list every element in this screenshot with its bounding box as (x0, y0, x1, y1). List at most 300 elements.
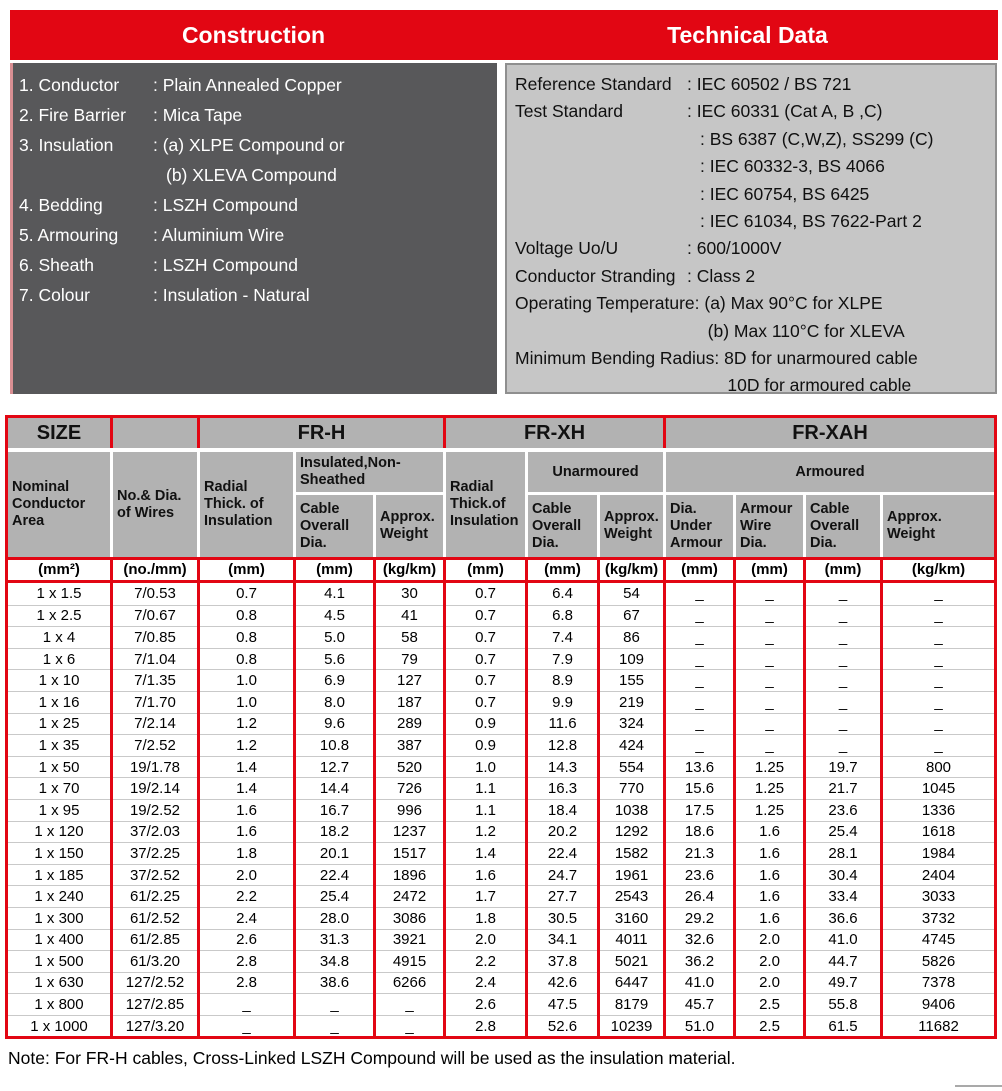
table-cell: 18.4 (528, 799, 597, 821)
table-cell: 0.9 (446, 734, 525, 756)
technical-item-label: Conductor Stranding (515, 265, 676, 286)
table-cell: 2.4 (200, 907, 293, 929)
unit-cell: (mm) (296, 560, 373, 580)
table-cell: 16.3 (528, 777, 597, 799)
table-cell: 1.6 (736, 907, 803, 929)
table-cell: _ (806, 605, 880, 627)
table-cell: 23.6 (806, 799, 880, 821)
table-cell: 14.4 (296, 777, 373, 799)
table-cell: 19/1.78 (113, 756, 197, 778)
table-cell: 0.7 (200, 583, 293, 605)
table-cell: 1 x 1.5 (8, 583, 110, 605)
unit-cell: (mm) (200, 560, 293, 580)
table-cell: _ (883, 669, 994, 691)
table-cell: 30 (376, 583, 443, 605)
table-cell: 41.0 (806, 929, 880, 951)
table-cell: 2472 (376, 885, 443, 907)
table-cell: 55.8 (806, 993, 880, 1015)
table-cell: 1.1 (446, 777, 525, 799)
band-frh: FR-H (200, 418, 443, 448)
table-cell: 1.4 (200, 756, 293, 778)
table-cell: 3033 (883, 885, 994, 907)
table-cell: 34.8 (296, 950, 373, 972)
table-cell: 22.4 (528, 842, 597, 864)
table-cell: 4011 (600, 929, 663, 951)
table-cell: 9.6 (296, 713, 373, 735)
table-cell: 2.2 (200, 885, 293, 907)
unit-cell: (mm) (528, 560, 597, 580)
table-cell: 1.6 (736, 885, 803, 907)
col-header-frh-weight: Approx. Weight (376, 495, 443, 557)
table-cell: 23.6 (666, 864, 733, 886)
table-cell: 61/2.25 (113, 885, 197, 907)
col-header-unarmoured: Unarmoured (528, 452, 663, 492)
construction-item-label: 2. Fire Barrier (19, 105, 126, 125)
table-cell: 1 x 400 (8, 929, 110, 951)
table-cell: 770 (600, 777, 663, 799)
table-cell: 19.7 (806, 756, 880, 778)
text-line: : 8D for unarmoured cable (714, 348, 918, 369)
technical-data-title: Technical Data (667, 21, 828, 48)
text-line: : LSZH Compound (153, 255, 298, 275)
table-cell: 12.7 (296, 756, 373, 778)
table-cell: 387 (376, 734, 443, 756)
table-cell: 58 (376, 626, 443, 648)
table-cell: _ (666, 626, 733, 648)
table-cell: 49.7 (806, 972, 880, 994)
table-cell: _ (806, 626, 880, 648)
table-cell: 61/3.20 (113, 950, 197, 972)
table-cell: 86 (600, 626, 663, 648)
construction-item-label: 7. Colour (19, 285, 91, 305)
table-cell: 3921 (376, 929, 443, 951)
table-cell: 1.6 (446, 864, 525, 886)
table-cell: 38.6 (296, 972, 373, 994)
table-cell: 1.2 (200, 713, 293, 735)
table-cell: 7.4 (528, 626, 597, 648)
table-cell: 6.9 (296, 669, 373, 691)
table-cell: 1.4 (200, 777, 293, 799)
table-cell: 5826 (883, 950, 994, 972)
table-cell: _ (806, 669, 880, 691)
table-cell: 0.7 (446, 583, 525, 605)
table-cell: 1.6 (200, 799, 293, 821)
table-cell: 2.2 (446, 950, 525, 972)
table-cell: _ (806, 583, 880, 605)
construction-title: Construction (181, 21, 326, 48)
unit-cell: (mm) (736, 560, 803, 580)
table-cell: 5.0 (296, 626, 373, 648)
table-cell: 7/0.67 (113, 605, 197, 627)
bottom-divider (955, 1085, 1002, 1087)
table-cell: 6.4 (528, 583, 597, 605)
text-line: : (a) XLPE Compound or (153, 135, 345, 155)
specification-table (5, 415, 997, 1039)
table-cell: 1896 (376, 864, 443, 886)
table-cell: 289 (376, 713, 443, 735)
construction-item (19, 100, 487, 130)
table-cell: 20.2 (528, 821, 597, 843)
table-cell: 726 (376, 777, 443, 799)
construction-item (19, 250, 487, 280)
col-header-frxh-thick: Radial Thick.of Insulation (446, 452, 525, 557)
table-cell: 3160 (600, 907, 663, 929)
table-cell: 2404 (883, 864, 994, 886)
table-cell: 554 (600, 756, 663, 778)
table-cell: 13.6 (666, 756, 733, 778)
table-cell: 2.5 (736, 993, 803, 1015)
table-cell: 2.8 (200, 972, 293, 994)
table-cell: 1045 (883, 777, 994, 799)
table-cell: 12.8 (528, 734, 597, 756)
table-cell: 33.4 (806, 885, 880, 907)
table-cell: 3086 (376, 907, 443, 929)
table-cell: 1 x 25 (8, 713, 110, 735)
table-cell: 0.7 (446, 648, 525, 670)
table-cell: 4915 (376, 950, 443, 972)
table-cell: 52.6 (528, 1015, 597, 1037)
construction-item-label: 3. Insulation (19, 135, 114, 155)
table-cell: 47.5 (528, 993, 597, 1015)
table-cell: 1.8 (446, 907, 525, 929)
table-cell: 29.2 (666, 907, 733, 929)
table-cell: 1.0 (446, 756, 525, 778)
text-line: : 600/1000V (687, 238, 782, 259)
table-cell: 1582 (600, 842, 663, 864)
table-cell: 17.5 (666, 799, 733, 821)
table-cell: 1.6 (200, 821, 293, 843)
table-cell: _ (666, 669, 733, 691)
table-cell: 1292 (600, 821, 663, 843)
table-cell: _ (736, 648, 803, 670)
text-line: : (a) Max 90°C for XLPE (694, 293, 883, 314)
table-cell: 9.9 (528, 691, 597, 713)
table-cell: 1 x 95 (8, 799, 110, 821)
table-cell: 0.8 (200, 648, 293, 670)
text-line: : Mica Tape (153, 105, 243, 125)
table-cell: 61/2.85 (113, 929, 197, 951)
table-cell: 424 (600, 734, 663, 756)
technical-item (515, 290, 989, 345)
col-header-armour-wire-dia: Armour Wire Dia. (736, 495, 803, 557)
table-cell: 9406 (883, 993, 994, 1015)
construction-item-value (153, 70, 342, 100)
table-cell: 2.0 (736, 950, 803, 972)
unit-cell: (no./mm) (113, 560, 197, 580)
unit-cell: (mm) (806, 560, 880, 580)
table-cell: 1.1 (446, 799, 525, 821)
technical-item (515, 71, 989, 98)
table-cell: 36.6 (806, 907, 880, 929)
col-header-frxah-cable-dia: Cable Overall Dia. (806, 495, 880, 557)
text-line: (b) Max 110°C for XLEVA (707, 320, 905, 341)
table-cell: 0.7 (446, 691, 525, 713)
technical-item-label: Reference Standard (515, 74, 672, 94)
technical-item-value (687, 71, 851, 98)
table-cell: 30.4 (806, 864, 880, 886)
col-header-frxh-cable-dia: Cable Overall Dia. (528, 495, 597, 557)
table-cell: 0.7 (446, 605, 525, 627)
construction-item (19, 280, 487, 310)
table-cell: 2.4 (446, 972, 525, 994)
table-cell: 21.3 (666, 842, 733, 864)
table-cell: 16.7 (296, 799, 373, 821)
col-header-nominal-area: Nominal Conductor Area (8, 452, 110, 557)
table-cell: _ (883, 583, 994, 605)
table-cell: 36.2 (666, 950, 733, 972)
table-cell: 109 (600, 648, 663, 670)
table-cell: 2.5 (736, 1015, 803, 1037)
table-cell: _ (376, 1015, 443, 1037)
table-cell: 10.8 (296, 734, 373, 756)
technical-item-value (695, 290, 905, 345)
table-cell: 41.0 (666, 972, 733, 994)
unit-cell: (mm) (446, 560, 525, 580)
table-cell: _ (806, 734, 880, 756)
table-cell: 7/0.53 (113, 583, 197, 605)
table-cell: _ (736, 713, 803, 735)
construction-item-label: 1. Conductor (19, 75, 120, 95)
col-header-frxh-weight: Approx. Weight (600, 495, 663, 557)
construction-item-value (153, 280, 310, 310)
technical-item-value (687, 98, 933, 235)
table-cell: 15.6 (666, 777, 733, 799)
table-cell: 0.8 (200, 605, 293, 627)
table-cell: 2.6 (446, 993, 525, 1015)
table-cell: 61.5 (806, 1015, 880, 1037)
table-cell: 37.8 (528, 950, 597, 972)
table-cell: 1984 (883, 842, 994, 864)
table-cell: 19/2.14 (113, 777, 197, 799)
col-header-dia-under-armour: Dia. Under Armour (666, 495, 733, 557)
table-cell: 14.3 (528, 756, 597, 778)
table-cell: 155 (600, 669, 663, 691)
text-line: : BS 6387 (C,W,Z), SS299 (C) (700, 128, 934, 149)
table-cell: 1.8 (200, 842, 293, 864)
text-line: 10D for armoured cable (727, 375, 912, 396)
table-cell: 27.7 (528, 885, 597, 907)
table-cell: 1 x 150 (8, 842, 110, 864)
table-cell: _ (883, 648, 994, 670)
table-cell: 1.25 (736, 799, 803, 821)
table-cell: _ (883, 605, 994, 627)
table-cell: _ (806, 691, 880, 713)
technical-item-value (687, 263, 755, 290)
construction-item-label: 6. Sheath (19, 255, 94, 275)
table-cell: 2.8 (200, 950, 293, 972)
table-cell: _ (200, 1015, 293, 1037)
table-cell: 18.6 (666, 821, 733, 843)
unit-cell: (kg/km) (600, 560, 663, 580)
construction-item-value (153, 130, 345, 190)
technical-item-value (687, 235, 781, 262)
table-cell: _ (736, 669, 803, 691)
text-line: : LSZH Compound (153, 195, 298, 215)
table-cell: 2.0 (736, 972, 803, 994)
text-line: : IEC 60754, BS 6425 (700, 183, 870, 204)
table-header (8, 452, 994, 557)
table-cell: 28.1 (806, 842, 880, 864)
table-cell: 37/2.03 (113, 821, 197, 843)
col-header-wires: No.& Dia. of Wires (113, 452, 197, 557)
table-cell: 1.25 (736, 777, 803, 799)
text-line: : Insulation - Natural (153, 285, 310, 305)
band-empty (113, 418, 197, 448)
table-cell: 2543 (600, 885, 663, 907)
text-line: : Plain Annealed Copper (153, 75, 342, 95)
table-cell: 1961 (600, 864, 663, 886)
table-cell: 7/0.85 (113, 626, 197, 648)
col-header-frh-group: Insulated,Non-Sheathed (296, 452, 443, 492)
table-cell: 1 x 35 (8, 734, 110, 756)
table-cell: 1.6 (736, 842, 803, 864)
construction-item (19, 70, 487, 100)
construction-item (19, 190, 487, 220)
table-cell: _ (736, 691, 803, 713)
table-cell: 22.4 (296, 864, 373, 886)
table-cell: 1618 (883, 821, 994, 843)
table-cell: 5.6 (296, 648, 373, 670)
table-cell: 800 (883, 756, 994, 778)
table-cell: 1 x 4 (8, 626, 110, 648)
technical-item (515, 263, 989, 290)
text-line: : IEC 61034, BS 7622-Part 2 (700, 211, 922, 232)
col-header-frh-thick: Radial Thick. of Insulation (200, 452, 293, 557)
table-cell: 67 (600, 605, 663, 627)
col-header-armoured: Armoured (666, 452, 994, 492)
table-cell: 37/2.52 (113, 864, 197, 886)
table-cell: 3732 (883, 907, 994, 929)
table-cell: 32.6 (666, 929, 733, 951)
technical-item-label: Test Standard (515, 101, 623, 122)
table-cell: 1 x 1000 (8, 1015, 110, 1037)
table-cell: 1.6 (736, 821, 803, 843)
table-cell: 2.0 (200, 864, 293, 886)
table-cell: 6266 (376, 972, 443, 994)
table-cell: 8.0 (296, 691, 373, 713)
table-cell: _ (666, 583, 733, 605)
table-cell: 7/1.04 (113, 648, 197, 670)
table-cell: 4.1 (296, 583, 373, 605)
table-cell: 1 x 630 (8, 972, 110, 994)
unit-cell: (mm²) (8, 560, 110, 580)
table-cell: 20.1 (296, 842, 373, 864)
table-cell: 1.6 (736, 864, 803, 886)
table-cell: _ (666, 648, 733, 670)
table-cell: _ (883, 626, 994, 648)
table-cell: _ (736, 583, 803, 605)
table-cell: 7/2.14 (113, 713, 197, 735)
col-header-frxah-weight: Approx. Weight (883, 495, 994, 557)
text-line: : Class 2 (687, 265, 756, 286)
table-cell: 1 x 10 (8, 669, 110, 691)
table-cell: 5021 (600, 950, 663, 972)
table-cell: 324 (600, 713, 663, 735)
table-cell: _ (200, 993, 293, 1015)
table-cell: 18.2 (296, 821, 373, 843)
table-cell: 2.6 (200, 929, 293, 951)
table-cell: 28.0 (296, 907, 373, 929)
table-cell: 51.0 (666, 1015, 733, 1037)
text-line: (b) XLEVA Compound (166, 165, 337, 185)
table-cell: 7/1.35 (113, 669, 197, 691)
table-cell: _ (883, 691, 994, 713)
table-cell: 4745 (883, 929, 994, 951)
technical-item (515, 345, 989, 400)
table-cell: 1 x 50 (8, 756, 110, 778)
table-cell: 0.9 (446, 713, 525, 735)
table-cell: 520 (376, 756, 443, 778)
table-cell: 127/2.85 (113, 993, 197, 1015)
table-cell: 1.2 (446, 821, 525, 843)
table-cell: _ (376, 993, 443, 1015)
table-cell: 37/2.25 (113, 842, 197, 864)
construction-item-value (153, 190, 298, 220)
table-cell: 2.8 (446, 1015, 525, 1037)
table-cell: 42.6 (528, 972, 597, 994)
technical-item-label: Minimum Bending Radius (515, 348, 715, 369)
footnote: Note: For FR-H cables, Cross-Linked LSZH Compound will be used as the insulation material. (8, 1048, 736, 1068)
table-cell: 7.9 (528, 648, 597, 670)
table-cell: 79 (376, 648, 443, 670)
table-cell: 31.3 (296, 929, 373, 951)
table-cell: 25.4 (296, 885, 373, 907)
table-cell: 7378 (883, 972, 994, 994)
table-cell: 10239 (600, 1015, 663, 1037)
table-cell: 1 x 2.5 (8, 605, 110, 627)
table-cell: _ (736, 734, 803, 756)
table-cell: 34.1 (528, 929, 597, 951)
technical-item-label: Operating Temperature (515, 293, 695, 314)
table-cell: _ (666, 691, 733, 713)
table-cell: 2.0 (736, 929, 803, 951)
table-cell: 1 x 500 (8, 950, 110, 972)
technical-item-label: Voltage Uo/U (515, 238, 619, 259)
table-cell: 7/1.70 (113, 691, 197, 713)
table-cell: 44.7 (806, 950, 880, 972)
table-cell: 26.4 (666, 885, 733, 907)
construction-item (19, 220, 487, 250)
text-line: : IEC 60332-3, BS 4066 (700, 156, 885, 177)
table-cell: 1 x 120 (8, 821, 110, 843)
construction-item-label: 4. Bedding (19, 195, 103, 215)
table-cell: 6.8 (528, 605, 597, 627)
table-cell: 1517 (376, 842, 443, 864)
band-size: SIZE (8, 418, 110, 448)
table-cell: 1 x 300 (8, 907, 110, 929)
technical-item-value (714, 345, 917, 400)
technical-item (515, 98, 989, 235)
table-cell: 0.7 (446, 626, 525, 648)
table-cell: 30.5 (528, 907, 597, 929)
table-cell: 11682 (883, 1015, 994, 1037)
text-line: : IEC 60331 (Cat A, B ,C) (687, 101, 883, 122)
unit-cell: (kg/km) (883, 560, 994, 580)
title-bar (10, 10, 998, 60)
table-cell: _ (666, 734, 733, 756)
technical-item (515, 235, 989, 262)
table-cell: 1038 (600, 799, 663, 821)
construction-item-value (153, 100, 242, 130)
text-line: : IEC 60502 / BS 721 (687, 74, 852, 94)
table-cell: 1.4 (446, 842, 525, 864)
table-cell: 0.8 (200, 626, 293, 648)
unit-cell: (kg/km) (376, 560, 443, 580)
construction-item-value (153, 250, 298, 280)
table-cell: 61/2.52 (113, 907, 197, 929)
table-cell: 21.7 (806, 777, 880, 799)
table-cell: 54 (600, 583, 663, 605)
